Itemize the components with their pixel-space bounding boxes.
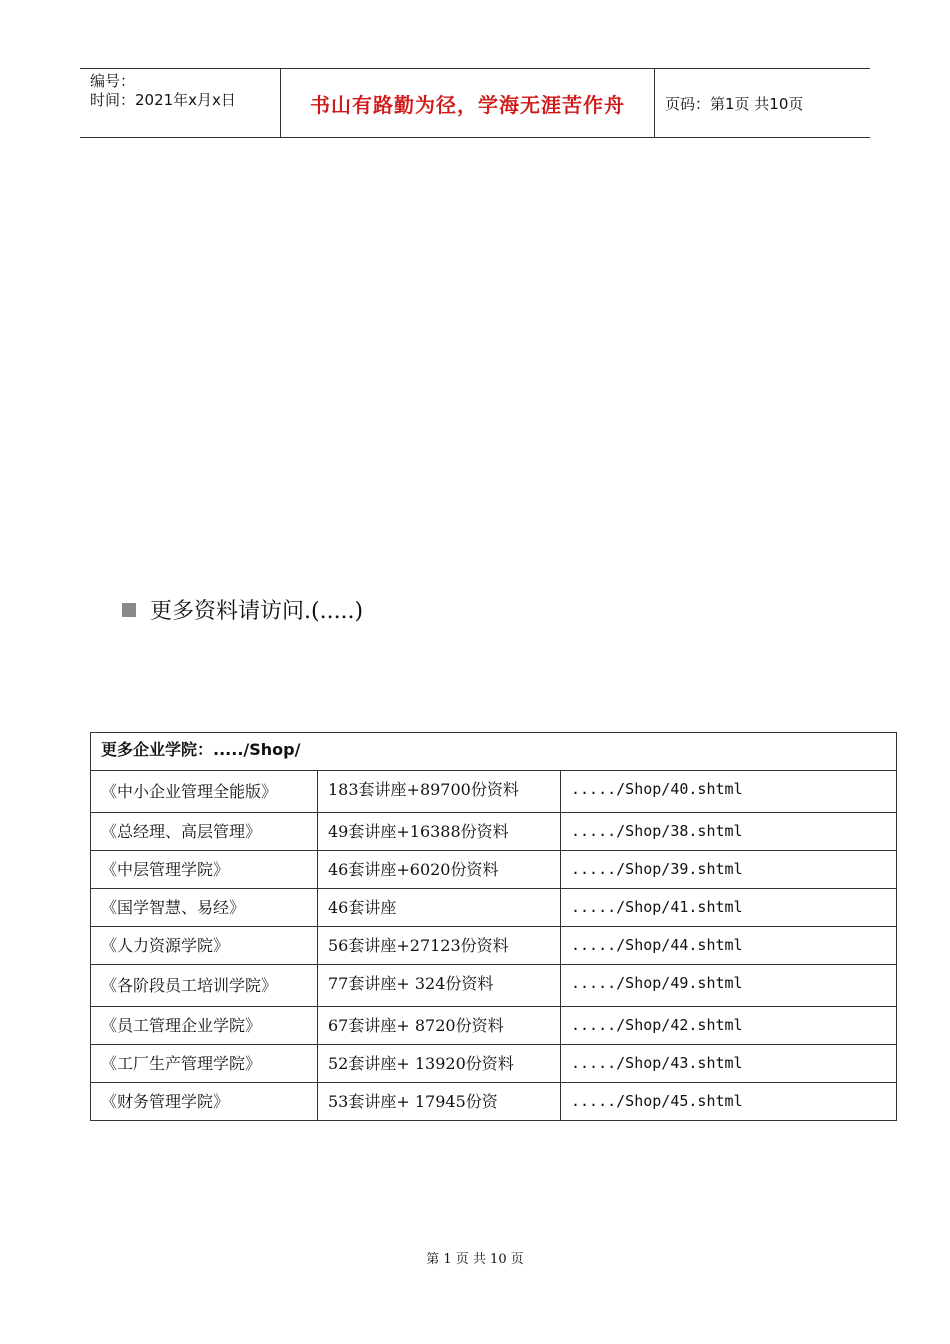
header-page-label: 页码：第1页 共10页 [665, 94, 804, 113]
table-row [91, 889, 897, 927]
square-bullet-icon [122, 603, 136, 617]
academy-content: 46套讲座+6020份资料 [318, 851, 561, 889]
footer-page-number: 第 1 页 共 10 页 [426, 1252, 524, 1267]
academy-link[interactable]: ...../Shop/39.shtml [561, 851, 897, 889]
academy-name: 《中层管理学院》 [91, 851, 318, 889]
academy-link[interactable]: ...../Shop/40.shtml [561, 771, 897, 813]
table-row [91, 813, 897, 851]
table-row [91, 1045, 897, 1083]
academy-link[interactable]: ...../Shop/44.shtml [561, 927, 897, 965]
table-header-row [91, 733, 897, 771]
academy-name: 《各阶段员工培训学院》 [91, 965, 318, 1007]
header-motto-cell [281, 69, 655, 137]
table-row [91, 1007, 897, 1045]
academy-content: 46套讲座 [318, 889, 561, 927]
header-meta [80, 69, 281, 137]
academy-name: 《总经理、高层管理》 [91, 813, 318, 851]
academy-link[interactable]: ...../Shop/45.shtml [561, 1083, 897, 1121]
academy-link[interactable]: ...../Shop/41.shtml [561, 889, 897, 927]
academy-link[interactable]: ...../Shop/49.shtml [561, 965, 897, 1007]
table-row [91, 965, 897, 1007]
academy-content: 183套讲座+89700份资料 [318, 771, 561, 813]
table-row [91, 1083, 897, 1121]
table-row [91, 771, 897, 813]
academy-catalog-table [90, 732, 897, 1121]
academy-name: 《国学智慧、易经》 [91, 889, 318, 927]
page-footer [0, 1248, 950, 1267]
more-resources-notice [122, 594, 363, 625]
academy-link[interactable]: ...../Shop/38.shtml [561, 813, 897, 851]
academy-content: 67套讲座+ 8720份资料 [318, 1007, 561, 1045]
academy-link[interactable]: ...../Shop/42.shtml [561, 1007, 897, 1045]
more-resources-text: 更多资料请访问.(.....) [150, 599, 364, 624]
academy-content: 77套讲座+ 324份资料 [318, 965, 561, 1007]
academy-content: 56套讲座+27123份资料 [318, 927, 561, 965]
page-header [80, 68, 870, 138]
table-row [91, 851, 897, 889]
academy-name: 《员工管理企业学院》 [91, 1007, 318, 1045]
header-motto: 书山有路勤为径，学海无涯苦作舟 [310, 92, 625, 117]
catalog-title: 更多企业学院：...../Shop/ [91, 733, 897, 771]
document-number-label: 编号： [90, 72, 136, 90]
academy-name: 《中小企业管理全能版》 [91, 771, 318, 813]
table-row [91, 927, 897, 965]
academy-link[interactable]: ...../Shop/43.shtml [561, 1045, 897, 1083]
academy-name: 《人力资源学院》 [91, 927, 318, 965]
document-time-label: 时间：2021年x月x日 [90, 91, 236, 109]
academy-content: 52套讲座+ 13920份资料 [318, 1045, 561, 1083]
header-page-info [655, 69, 870, 137]
academy-content: 49套讲座+16388份资料 [318, 813, 561, 851]
academy-content: 53套讲座+ 17945份资 [318, 1083, 561, 1121]
academy-name: 《财务管理学院》 [91, 1083, 318, 1121]
academy-name: 《工厂生产管理学院》 [91, 1045, 318, 1083]
